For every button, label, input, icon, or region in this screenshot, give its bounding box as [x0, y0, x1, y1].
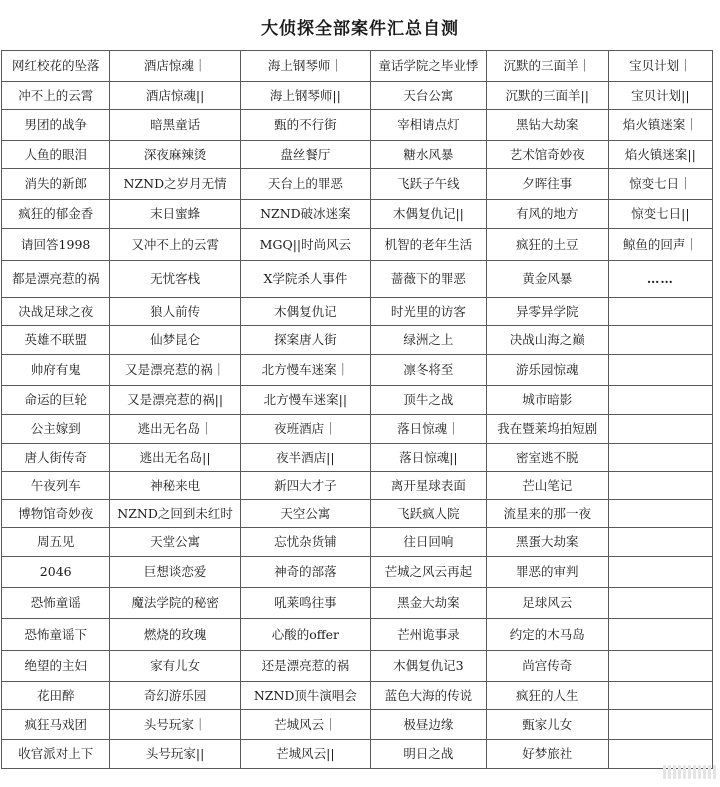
table-row [2, 651, 713, 682]
table-row [2, 261, 713, 298]
case-cell: 木偶复仇记 [240, 298, 370, 326]
case-cell: 天台公寓 [371, 82, 487, 110]
case-cell: 天台上的罪恶 [240, 169, 370, 200]
case-cell: 落日惊魂|| [371, 444, 487, 472]
case-cell: 城市暗影 [486, 386, 608, 415]
case-cell: 飞跃子午线 [371, 169, 487, 200]
table-row [2, 229, 713, 261]
case-cell: 博物馆奇妙夜 [2, 500, 110, 528]
case-cell: 沉默的三面羊｜ [486, 51, 608, 82]
case-cell: 离开星球表面 [371, 472, 487, 500]
case-cell [608, 472, 712, 500]
case-cell: 周五见 [2, 528, 110, 557]
case-cell: 无忧客栈 [110, 261, 240, 298]
case-cell: 仙梦昆仑 [110, 326, 240, 355]
case-cell: 约定的木马岛 [486, 619, 608, 651]
case-cell: 人鱼的眼泪 [2, 141, 110, 169]
table-row [2, 557, 713, 588]
case-cell: 游乐园惊魂 [486, 355, 608, 386]
case-cell: 男团的战争 [2, 110, 110, 141]
case-cell: 头号玩家｜ [110, 710, 240, 740]
case-cell: 有风的地方 [486, 200, 608, 229]
watermark-bars-icon [663, 765, 716, 779]
case-cell: 冲不上的云霄 [2, 82, 110, 110]
case-cell: 海上钢琴师|| [240, 82, 370, 110]
case-cell: 头号玩家|| [110, 740, 240, 769]
case-cell: 糖水风暴 [371, 141, 487, 169]
case-cell: 木偶复仇记|| [371, 200, 487, 229]
case-cell: 惊变七日｜ [608, 169, 712, 200]
case-cell: NZND之回到未红时 [110, 500, 240, 528]
table-row [2, 51, 713, 82]
case-cell: 芒山笔记 [486, 472, 608, 500]
table-row [2, 682, 713, 710]
case-cell: 2046 [2, 557, 110, 588]
table-row [2, 326, 713, 355]
case-cell: 探案唐人街 [240, 326, 370, 355]
case-cell: NZND破冰迷案 [240, 200, 370, 229]
case-cell: 还是漂亮惹的祸 [240, 651, 370, 682]
table-row [2, 82, 713, 110]
case-cell [608, 710, 712, 740]
case-cell: 酒店惊魂|| [110, 82, 240, 110]
table-row [2, 355, 713, 386]
case-cell: 好梦旅社 [486, 740, 608, 769]
case-cell: 童话学院之毕业悸 [371, 51, 487, 82]
case-cell: 花田醉 [2, 682, 110, 710]
case-cell [608, 326, 712, 355]
case-cell: 甄的不行街 [240, 110, 370, 141]
case-cell [608, 444, 712, 472]
table-row [2, 415, 713, 444]
case-cell: 又是漂亮惹的祸｜ [110, 355, 240, 386]
case-cell: 蓝色大海的传说 [371, 682, 487, 710]
case-cell: 极昼边缘 [371, 710, 487, 740]
table-row [2, 298, 713, 326]
table-row [2, 169, 713, 200]
case-cell: 沉默的三面羊|| [486, 82, 608, 110]
case-cell: 奇幻游乐园 [110, 682, 240, 710]
case-cell: 又是漂亮惹的祸|| [110, 386, 240, 415]
case-cell: 绝望的主妇 [2, 651, 110, 682]
case-cell: 燃烧的玫瑰 [110, 619, 240, 651]
case-cell: 夕晖往事 [486, 169, 608, 200]
case-cell: 神奇的部落 [240, 557, 370, 588]
case-cell: 天堂公寓 [110, 528, 240, 557]
case-cell: 足球风云 [486, 588, 608, 619]
case-cell: 芒州诡事录 [371, 619, 487, 651]
case-cell: 尚宫传奇 [486, 651, 608, 682]
case-cell: 心酸的offer [240, 619, 370, 651]
case-cell: 海上钢琴师｜ [240, 51, 370, 82]
case-cell: 焰火镇迷案｜ [608, 110, 712, 141]
case-cell: 机智的老年生活 [371, 229, 487, 261]
case-cell [608, 386, 712, 415]
table-row [2, 110, 713, 141]
case-cell: 飞跃疯人院 [371, 500, 487, 528]
case-cell: 甄家儿女 [486, 710, 608, 740]
case-cell: 家有儿女 [110, 651, 240, 682]
case-cell: 公主嫁到 [2, 415, 110, 444]
case-cell: 芒城之风云再起 [371, 557, 487, 588]
case-cell: 英雄不联盟 [2, 326, 110, 355]
case-cell: 疯狂的土豆 [486, 229, 608, 261]
case-cell: 夜半酒店|| [240, 444, 370, 472]
case-cell: 恐怖童谣 [2, 588, 110, 619]
case-cell: MGQ||时尚风云 [240, 229, 370, 261]
case-cell [608, 619, 712, 651]
case-cell: 都是漂亮惹的祸 [2, 261, 110, 298]
case-table-body [2, 51, 713, 769]
case-cell: 末日蜜蜂 [110, 200, 240, 229]
case-cell [608, 415, 712, 444]
table-row [2, 710, 713, 740]
case-cell [608, 651, 712, 682]
case-cell: 帅府有鬼 [2, 355, 110, 386]
case-cell: 午夜列车 [2, 472, 110, 500]
case-cell: 北方慢车迷案｜ [240, 355, 370, 386]
case-table [1, 50, 713, 769]
case-cell: 深夜麻辣烫 [110, 141, 240, 169]
case-cell: 忘忧杂货铺 [240, 528, 370, 557]
table-row [2, 444, 713, 472]
watermark [663, 765, 716, 779]
case-cell [608, 500, 712, 528]
case-cell: 异零异学院 [486, 298, 608, 326]
case-cell: 黄金风暴 [486, 261, 608, 298]
case-cell: 逃出无名岛|| [110, 444, 240, 472]
case-cell: 焰火镇迷案|| [608, 141, 712, 169]
table-row [2, 200, 713, 229]
table-row [2, 528, 713, 557]
case-cell: 疯狂的郁金香 [2, 200, 110, 229]
table-row [2, 588, 713, 619]
table-row [2, 141, 713, 169]
case-cell: 决战足球之夜 [2, 298, 110, 326]
case-cell: 芒城风云｜ [240, 710, 370, 740]
case-cell: 决战山海之巅 [486, 326, 608, 355]
case-cell: 吼莱鸣往事 [240, 588, 370, 619]
case-cell: X学院杀人事件 [240, 261, 370, 298]
case-cell: 宝贝计划｜ [608, 51, 712, 82]
case-cell: 罪恶的审判 [486, 557, 608, 588]
case-cell: 命运的巨轮 [2, 386, 110, 415]
case-cell: …… [608, 261, 712, 298]
case-cell: 唐人街传奇 [2, 444, 110, 472]
case-cell: 绿洲之上 [371, 326, 487, 355]
case-cell: 宰相请点灯 [371, 110, 487, 141]
table-row [2, 740, 713, 769]
page-title: 大侦探全部案件汇总自测 [261, 19, 459, 39]
case-cell [608, 355, 712, 386]
case-cell: 消失的新郎 [2, 169, 110, 200]
case-cell: 天空公寓 [240, 500, 370, 528]
case-cell: 蔷薇下的罪恶 [371, 261, 487, 298]
case-cell: 往日回响 [371, 528, 487, 557]
case-cell: 狼人前传 [110, 298, 240, 326]
case-cell: 网红校花的坠落 [2, 51, 110, 82]
case-cell: 请回答1998 [2, 229, 110, 261]
case-cell [608, 557, 712, 588]
case-cell: 巨想谈恋爱 [110, 557, 240, 588]
case-cell: NZND顶牛演唱会 [240, 682, 370, 710]
case-cell: 鲸鱼的回声｜ [608, 229, 712, 261]
case-cell: 明日之战 [371, 740, 487, 769]
table-row [2, 619, 713, 651]
case-cell: NZND之岁月无情 [110, 169, 240, 200]
case-cell: 艺术馆奇妙夜 [486, 141, 608, 169]
case-cell: 北方慢车迷案|| [240, 386, 370, 415]
case-cell: 恐怖童谣下 [2, 619, 110, 651]
table-row [2, 500, 713, 528]
case-cell [608, 528, 712, 557]
case-cell: 宝贝计划|| [608, 82, 712, 110]
case-cell: 盘丝餐厅 [240, 141, 370, 169]
case-cell: 暗黑童话 [110, 110, 240, 141]
table-row [2, 386, 713, 415]
case-cell [608, 298, 712, 326]
case-cell: 惊变七日|| [608, 200, 712, 229]
case-cell: 疯狂马戏团 [2, 710, 110, 740]
case-cell: 密室逃不脱 [486, 444, 608, 472]
case-cell: 神秘来电 [110, 472, 240, 500]
case-cell: 落日惊魂｜ [371, 415, 487, 444]
case-cell [608, 588, 712, 619]
case-cell: 黑钻大劫案 [486, 110, 608, 141]
table-row [2, 472, 713, 500]
case-cell: 魔法学院的秘密 [110, 588, 240, 619]
case-cell: 芒城风云|| [240, 740, 370, 769]
case-cell: 又冲不上的云霄 [110, 229, 240, 261]
case-cell: 黑蛋大劫案 [486, 528, 608, 557]
case-cell: 黑金大劫案 [371, 588, 487, 619]
case-cell: 逃出无名岛｜ [110, 415, 240, 444]
case-cell [608, 682, 712, 710]
case-cell: 凛冬将至 [371, 355, 487, 386]
case-cell: 收官派对上下 [2, 740, 110, 769]
case-cell: 新四大才子 [240, 472, 370, 500]
case-cell: 流星来的那一夜 [486, 500, 608, 528]
case-cell: 疯狂的人生 [486, 682, 608, 710]
case-cell: 夜班酒店｜ [240, 415, 370, 444]
case-cell: 酒店惊魂｜ [110, 51, 240, 82]
case-cell: 木偶复仇记3 [371, 651, 487, 682]
case-cell: 我在暨莱坞拍短剧 [486, 415, 608, 444]
case-cell: 顶牛之战 [371, 386, 487, 415]
case-cell: 时光里的访客 [371, 298, 487, 326]
